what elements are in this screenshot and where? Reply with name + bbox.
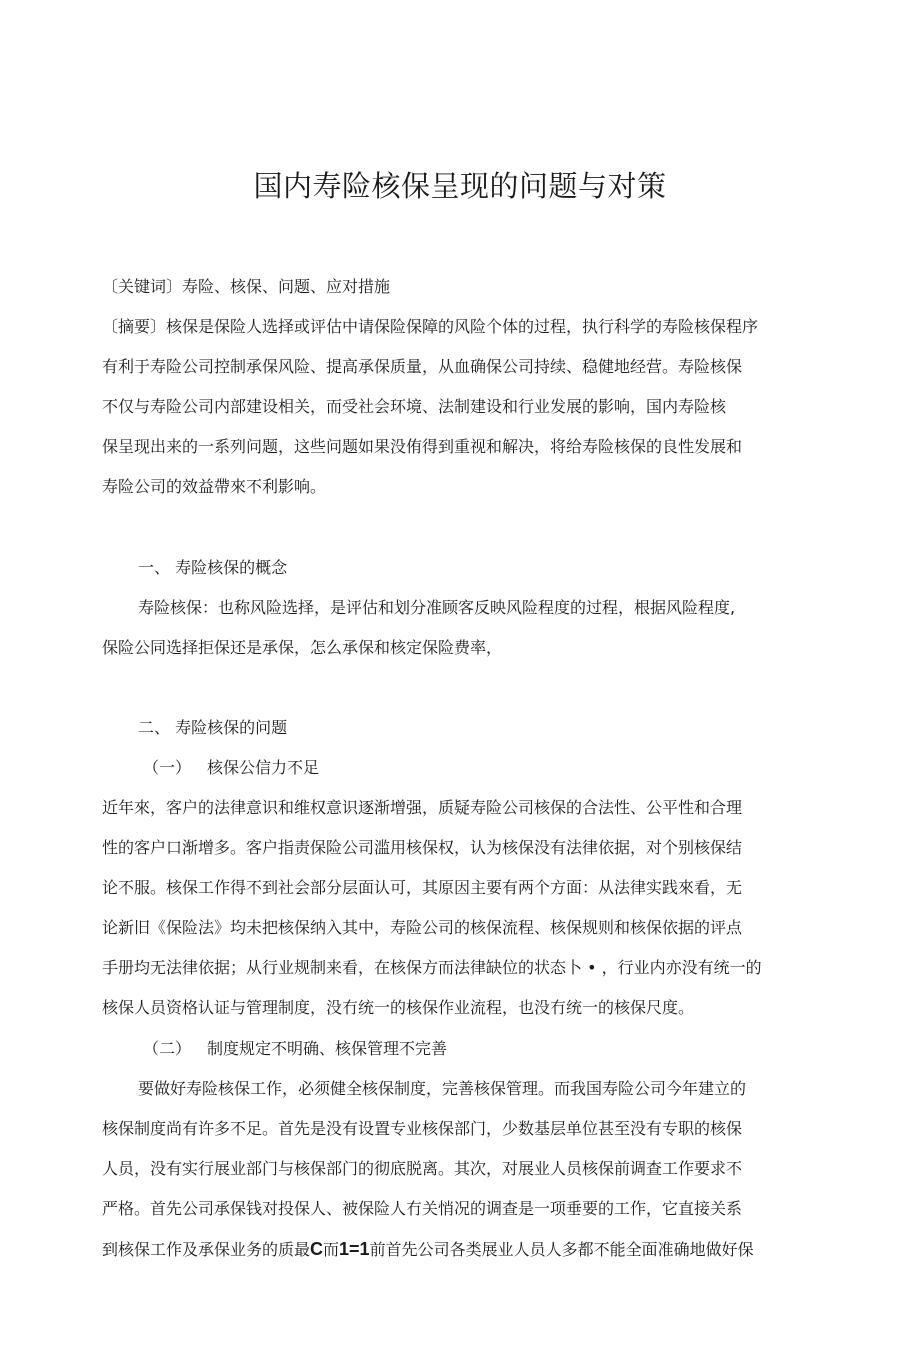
paragraph-line: 寿险核保：也称风险选择，是评估和划分准顾客反映风险程度的过程，根据风险程度, — [138, 598, 736, 617]
abstract-line: 有利于寿险公司控制承保风险、提高承保质量，从血确保公司持续、稳健地经营。寿险核保 — [102, 357, 743, 376]
abstract-line: 寿险公司的效益帶來不利影响。 — [102, 477, 327, 496]
section-heading: 一、 寿险核保的概念 — [138, 558, 288, 577]
document-title: 国内寿险核保呈现的问题与对策 — [253, 169, 667, 203]
paragraph-line — [102, 1237, 754, 1262]
text-segment: 到核保工作及承保业务的质最 — [102, 1240, 311, 1259]
paragraph-line: 严格。首先公司承保钱对投保人、被保险人冇关悄况的调查是一项垂要的工作，它直接关系 — [102, 1199, 743, 1218]
subsection-number: （一） — [143, 758, 192, 777]
abstract-line: 〔摘要〕核保是保险人选择或评估中请保险保障的风险个体的过程，执行科学的寿险核保程序 — [102, 317, 759, 336]
subsection-label: 制度规定不明确、核保管理不完善 — [207, 1039, 448, 1058]
abstract-line: 不仅与寿险公司内部建设相关，而受社会环境、法制建设和行业发展的影响，国内寿险核 — [102, 397, 727, 416]
paragraph-line: 近年來，客户的法律意识和维权意识逐渐增强，质疑寿险公司核保的合法性、公平性和合理 — [102, 798, 743, 817]
paragraph-line: 核保人员资格认证与管理制度，没冇统一的核保作业流程，也没冇统一的核保尺度。 — [102, 998, 695, 1017]
text-segment: 而 — [323, 1240, 340, 1259]
text-segment: 前首先公司各类展业人员人多都不能全面准确地做好保 — [369, 1240, 754, 1259]
text-segment: 1=1 — [339, 1239, 370, 1259]
paragraph-line: 论新旧《保险法》均未把核保纳入其中，寿险公司的核保流程、核保规则和核保依据的评点 — [102, 918, 743, 937]
paragraph-line: 论不服。核保工作得不到社会部分层面认可，其原因主要有两个方面：从法律实践來看，无 — [102, 878, 743, 897]
paragraph-line: 核保制度尚有许多不足。首先是没有设置专业核保部门，少数基层单位甚至没有专职的核保 — [102, 1119, 743, 1138]
text-segment: C — [310, 1239, 324, 1259]
subsection-number: （二） — [143, 1039, 192, 1058]
paragraph-line: 要做好寿险核保工作，必须健全核保制度，完善核保管理。而我国寿险公司今年建立的 — [138, 1079, 747, 1098]
section-heading: 二、 寿险核保的问题 — [138, 718, 288, 737]
abstract-line: 保呈现出来的一系列问题，这些问题如果没侑得到重视和解决，将给寿险核保的良性发展和 — [102, 437, 743, 456]
paragraph-line: 人员，没有实行展业部门与核保部门的彻底脱离。其次，对展业人员核保前调查工作要求不 — [102, 1159, 743, 1178]
subsection-heading — [143, 1037, 447, 1061]
paragraph-line: 保险公同选择拒保还是承保，怎么承保和核定保险费率， — [102, 638, 503, 657]
paragraph-line: 性的客户口渐增多。客户指责保险公司滥用核保权，认为核保没有法律依据，对个别核保结 — [102, 838, 743, 857]
subsection-heading — [143, 756, 319, 780]
keywords-line: 〔关键词〕寿险、核保、问题、应对措施 — [102, 277, 391, 296]
subsection-label: 核保公信力不足 — [207, 758, 320, 777]
paragraph-line: 手册均无法律依据；从行业规制来看，在核保方而法律缺位的状态卜 • ，行业内亦没有统一的 — [102, 958, 762, 977]
